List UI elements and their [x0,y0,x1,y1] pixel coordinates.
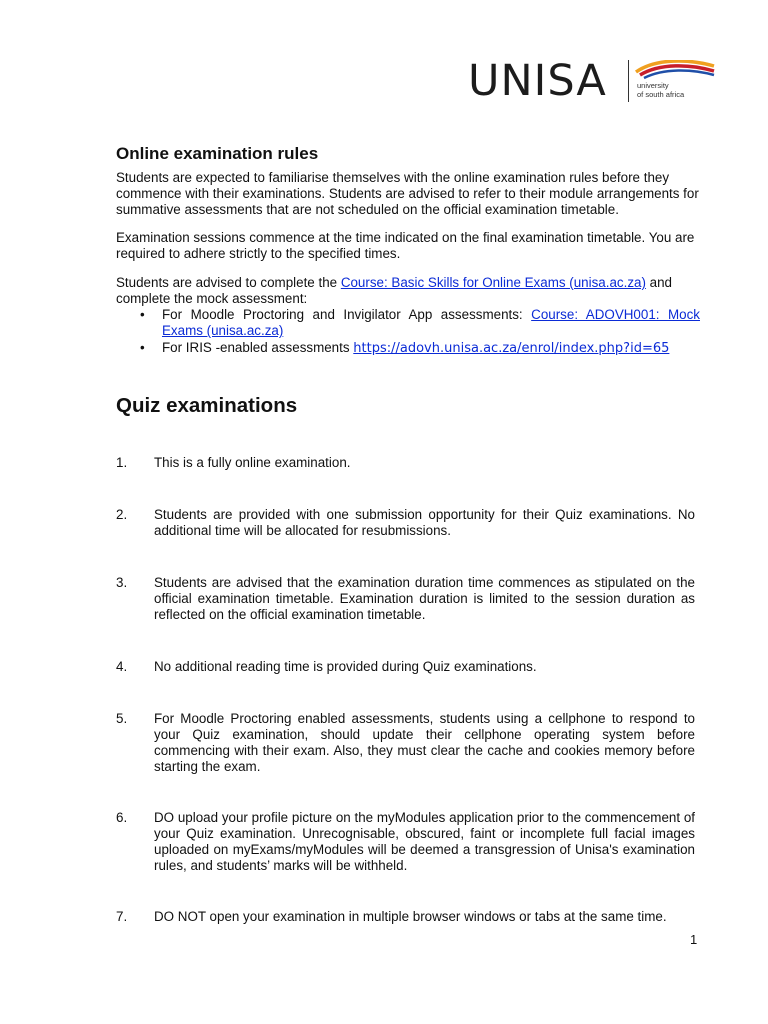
list-item: Students are advised that the examination duration time commences as stipulated on the official examination timetable. Examination duration is limited to the session duration as reflected on the official examination timetable. [154,575,695,622]
iris-enrol-link[interactable]: https://adovh.unisa.ac.za/enrol/index.php?id=65 [353,341,670,356]
paragraph-familiarise: Students are expected to familiarise themselves with the online examination rules before they commence with their examinations. Students are advised to refer to their module arrangements for summative assessments that are not scheduled on the official examination timetable. [116,170,699,218]
list-item-number: 7. [116,909,128,924]
list-item: Students are provided with one submission opportunity for their Quiz examinations. No additional time will be allocated for resubmissions. [154,507,695,538]
list-item-number: 4. [116,659,128,674]
paragraph-advised-post: and complete the mock assessment: [116,275,672,307]
mock-exams-course-link[interactable]: Course: ADOVH001: Mock Exams (unisa.ac.za) [162,307,700,339]
bullet-moodle [162,307,700,339]
logo-divider [628,60,629,102]
bullet-iris [162,340,722,357]
bullet-marker: • [140,307,145,322]
list-item: No additional reading time is provided during Quiz examinations. [154,659,537,674]
list-item: DO upload your profile picture on the myModules application prior to the commencement of your Quiz examination. Unrecognisable, obscured, faint or incomplete full facial images uploaded on myExams/myModules will be deemed a transgression of Unisa's examination rules, and students’ marks will be withheld. [154,810,695,873]
logo-tagline-line1: university [637,81,669,90]
basic-skills-course-link[interactable]: Course: Basic Skills for Online Exams (unisa.ac.za) [340,275,646,290]
list-item-number: 2. [116,507,128,522]
list-item-number: 3. [116,575,128,590]
paragraph-sessions: Examination sessions commence at the time indicated on the final examination timetable. You are required to adhere strictly to the specified times. [116,230,695,262]
section-heading-online-rules: Online examination rules [116,144,319,163]
bullet-moodle-text: For Moodle Proctoring and Invigilator App assessments: [162,307,532,322]
list-item-number: 1. [116,455,128,470]
bullet-marker: • [140,340,145,355]
paragraph-advised [116,275,706,307]
list-item: For Moodle Proctoring enabled assessments, students using a cellphone to respond to your Quiz examination, should update their cellphone operating system before commencing with their exam. Also, they must clear the cache and cookies memory before starting the exam. [154,711,695,774]
unisa-logo [468,56,718,106]
logo-swoosh-icon [634,60,716,82]
logo-tagline [637,81,684,99]
list-item-number: 5. [116,711,128,726]
paragraph-advised-pre: Students are advised to complete the [116,275,341,290]
logo-tagline-line2: of south africa [637,90,685,99]
list-item: DO NOT open your examination in multiple browser windows or tabs at the same time. [154,909,667,924]
section-heading-quiz: Quiz examinations [116,394,298,417]
page-number: 1 [690,932,698,947]
list-item: This is a fully online examination. [154,455,351,470]
list-item-number: 6. [116,810,128,825]
bullet-iris-text: For IRIS -enabled assessments [162,340,354,355]
logo-wordmark: UNISA [468,56,607,106]
